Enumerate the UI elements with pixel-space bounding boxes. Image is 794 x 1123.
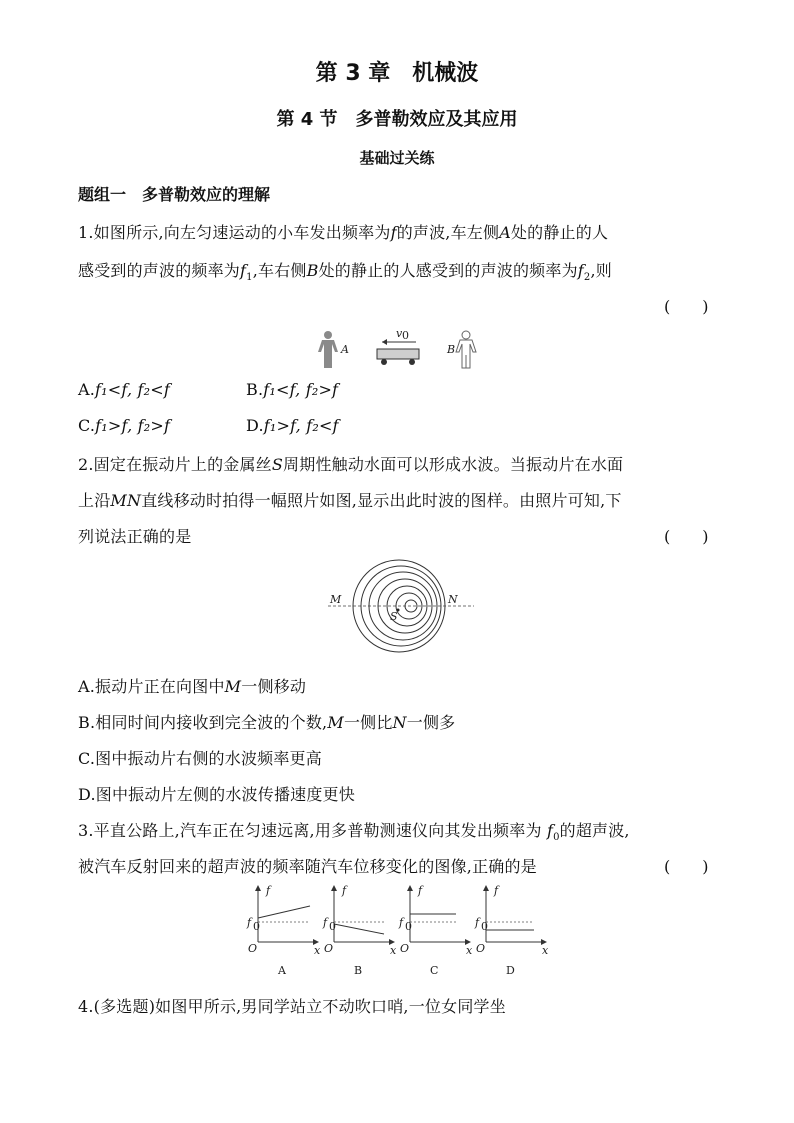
fig1-v0: v bbox=[396, 327, 403, 340]
q2-answer-paren: ( ) bbox=[664, 527, 709, 546]
q1-option-b: B.f₁<f, f₂>f bbox=[246, 380, 339, 399]
svg-text:f: f bbox=[475, 916, 480, 929]
svg-text:0: 0 bbox=[329, 920, 336, 933]
svg-text:f: f bbox=[418, 884, 423, 897]
q2-option-b: B.相同时间内接收到完全波的个数,M一侧比N一侧多 bbox=[78, 713, 456, 732]
svg-text:f: f bbox=[266, 884, 271, 897]
svg-text:x: x bbox=[466, 944, 473, 957]
fig2-label-n: N bbox=[448, 593, 458, 606]
svg-text:O: O bbox=[400, 942, 410, 955]
svg-text:x: x bbox=[314, 944, 321, 957]
svg-text:O: O bbox=[248, 942, 258, 955]
person-b-icon bbox=[456, 331, 476, 368]
q3-line2: 被汽车反射回来的超声波的频率随汽车位移变化的图像,正确的是 bbox=[78, 857, 537, 876]
graph-d bbox=[474, 884, 549, 977]
person-a-icon bbox=[318, 331, 338, 368]
graph-c bbox=[398, 884, 473, 977]
graph-label-b: B bbox=[354, 964, 363, 977]
svg-text:f: f bbox=[342, 884, 347, 897]
q1-answer-paren: ( ) bbox=[664, 297, 709, 316]
graph-b bbox=[322, 884, 397, 977]
fig2-label-s: S bbox=[390, 610, 398, 623]
q2-option-a: A.振动片正在向图中M一侧移动 bbox=[78, 677, 307, 696]
group-title: 题组一 多普勒效应的理解 bbox=[78, 185, 271, 204]
q2-wave-figure bbox=[326, 558, 476, 668]
q3-graphs bbox=[244, 884, 554, 980]
q2-line2: 上沿MN直线移动时拍得一幅照片如图,显示出此时波的图样。由照片可知,下 bbox=[78, 491, 622, 510]
chapter-title: 第 3 章 机械波 bbox=[315, 61, 479, 86]
q2-line1: 2.固定在振动片上的金属丝S周期性触动水面可以形成水波。当振动片在水面 bbox=[78, 455, 624, 474]
section-title: 第 4 节 多普勒效应及其应用 bbox=[276, 109, 518, 130]
subheading: 基础过关练 bbox=[359, 149, 435, 167]
q1-line2: 感受到的声波的频率为$f_1$,车右侧B处的静止的人感受到的声波的频率为$f_2$,则 bbox=[78, 261, 612, 284]
q1-figure bbox=[310, 326, 490, 372]
fig1-label-a: A bbox=[341, 343, 349, 356]
q2-option-d: D.图中振动片左侧的水波传播速度更快 bbox=[78, 785, 355, 804]
q2-line3: 列说法正确的是 bbox=[78, 527, 192, 546]
q3-answer-paren: ( ) bbox=[664, 857, 709, 876]
fig1-v0-sub: 0 bbox=[402, 329, 409, 342]
q1-option-c: C.f₁>f, f₂>f bbox=[78, 416, 171, 435]
graph-label-d: D bbox=[506, 964, 515, 977]
svg-text:O: O bbox=[476, 942, 486, 955]
q4-line1: 4.(多选题)如图甲所示,男同学站立不动吹口哨,一位女同学坐 bbox=[78, 997, 506, 1016]
car-icon bbox=[377, 339, 419, 365]
q1-option-d: D.f₁>f, f₂<f bbox=[246, 416, 339, 435]
svg-text:f: f bbox=[323, 916, 328, 929]
q3-line1: 3.平直公路上,汽车正在匀速远离,用多普勒测速仪向其发出频率为 $f_0$的超声波, bbox=[78, 821, 630, 844]
svg-text:f: f bbox=[494, 884, 499, 897]
svg-text:x: x bbox=[542, 944, 549, 957]
graph-a bbox=[246, 884, 321, 977]
q1-option-a: A.f₁<f, f₂<f bbox=[78, 380, 170, 399]
fig1-label-b: B bbox=[447, 343, 456, 356]
svg-text:f: f bbox=[247, 916, 252, 929]
svg-text:0: 0 bbox=[253, 920, 260, 933]
graph-label-c: C bbox=[430, 964, 439, 977]
graph-label-a: A bbox=[278, 964, 286, 977]
svg-text:O: O bbox=[324, 942, 334, 955]
svg-text:0: 0 bbox=[481, 920, 488, 933]
svg-text:0: 0 bbox=[405, 920, 412, 933]
q1-line1: 1.如图所示,向左匀速运动的小车发出频率为f的声波,车左侧A处的静止的人 bbox=[78, 223, 609, 242]
svg-text:f: f bbox=[399, 916, 404, 929]
q2-option-c: C.图中振动片右侧的水波频率更高 bbox=[78, 749, 322, 768]
fig2-label-m: M bbox=[330, 593, 342, 606]
svg-text:x: x bbox=[390, 944, 397, 957]
